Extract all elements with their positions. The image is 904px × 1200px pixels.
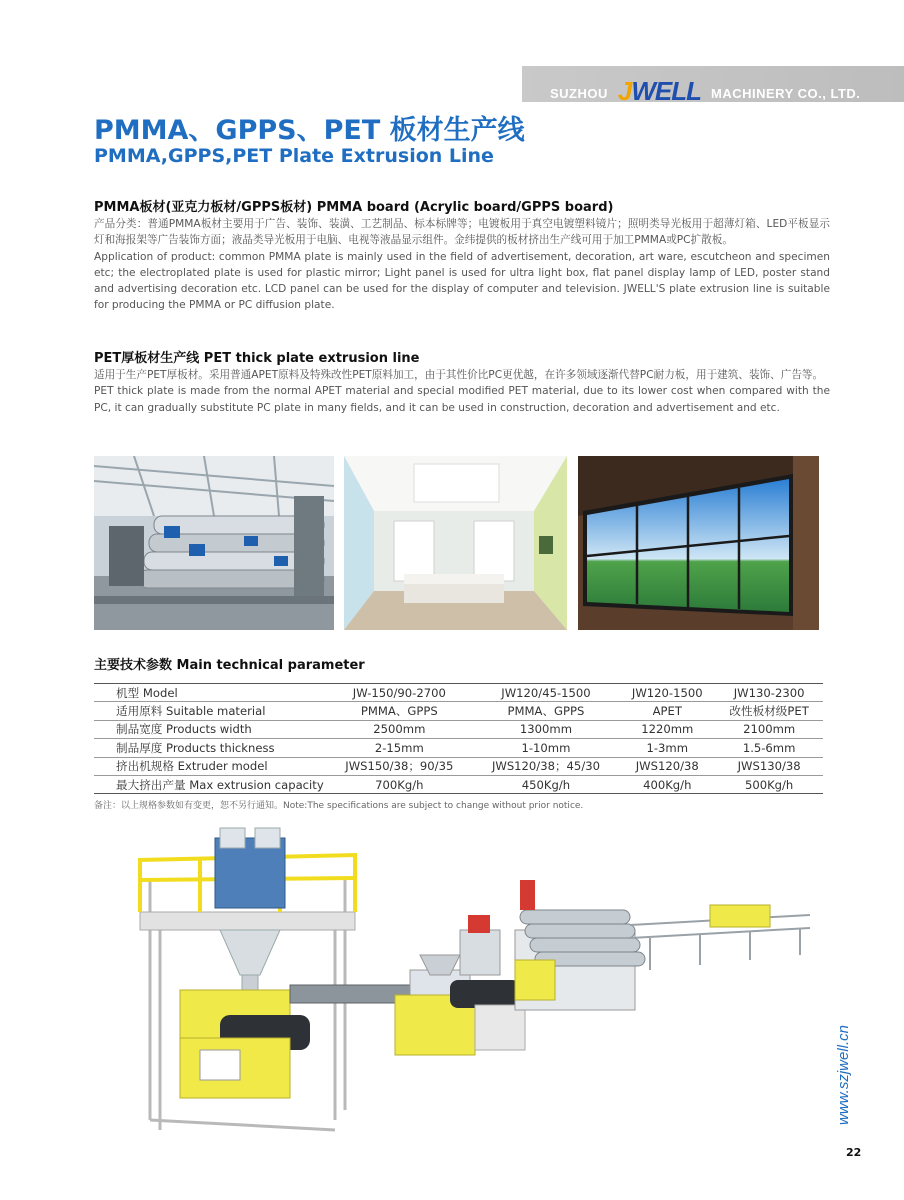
table-row xyxy=(94,720,823,738)
jwell-logo: JWELL xyxy=(617,76,702,106)
company-city: SUZHOU xyxy=(550,86,608,101)
param-value: APET xyxy=(619,702,715,720)
param-label: 适用原料 Suitable material xyxy=(94,702,326,720)
section-pet-heading: PET厚板材生产线 PET thick plate extrusion line xyxy=(94,351,420,366)
company-suffix: MACHINERY CO., LTD. xyxy=(711,86,861,101)
param-value: 400Kg/h xyxy=(619,775,715,793)
param-value: 1300mm xyxy=(473,720,620,738)
param-value: 2-15mm xyxy=(326,739,473,757)
params-title: 主要技术参数 Main technical parameter xyxy=(94,658,365,673)
page-title-en: PMMA,GPPS,PET Plate Extrusion Line xyxy=(94,145,494,167)
table-row xyxy=(94,702,823,720)
section-pmma-cn-text: 产品分类：普通PMMA板材主要用于广告、装饰、装潢、工艺制品、标本标牌等；电镀板用于真空电镀塑料镜片；照明类导光板用于超薄灯箱、LED平板显示灯和海报架等广告装饰方面；液晶类导光板用于电脑、电视等液晶显示组件。金纬提供的板材挤出生产线可用于加工PMMA或PC扩散板。 xyxy=(94,218,830,247)
param-value: JW-150/90-2700 xyxy=(326,684,473,702)
param-value: PMMA、GPPS xyxy=(473,702,620,720)
param-value: 700Kg/h xyxy=(326,775,473,793)
param-value: JWS150/38；90/35 xyxy=(326,757,473,775)
param-value: JWS120/38；45/30 xyxy=(473,757,620,775)
section-pmma-en-text: Application of product: common PMMA plate is mainly used in the field of advertisement, decoration, art ware, escutcheon and specimen etc; the electroplated plate is used for plastic mirror; Light panel is used for ultra light box, flat panel display lamp of LED, poster stand and advertising decoration etc. LCD panel can be used for the display of computer and television. JWELL'S plate extrusion line is suitable for producing the PMMA or PC diffusion plate. xyxy=(94,250,830,312)
param-value: 2500mm xyxy=(326,720,473,738)
table-row xyxy=(94,757,823,775)
params-table xyxy=(94,683,823,794)
table-row xyxy=(94,775,823,793)
table-row xyxy=(94,739,823,757)
param-value: 450Kg/h xyxy=(473,775,620,793)
photo-interior-ceiling-light xyxy=(344,456,567,630)
param-value: 1-10mm xyxy=(473,739,620,757)
section-pet-board xyxy=(94,347,830,416)
photo-lcd-video-wall xyxy=(578,456,819,630)
param-value: JW120-1500 xyxy=(619,684,715,702)
params-note: 备注：以上规格参数如有变更，恕不另行通知。Note:The specifications are subject to change without prior notice. xyxy=(94,801,584,811)
param-value: JW120/45-1500 xyxy=(473,684,620,702)
page-title-cn: PMMA、GPPS、PET 板材生产线 xyxy=(94,115,525,146)
extrusion-line-machine-image xyxy=(120,820,820,1150)
section-pmma-heading: PMMA板材(亚克力板材/GPPS板材) PMMA board (Acrylic board/GPPS board) xyxy=(94,200,614,215)
section-pmma-board xyxy=(94,196,830,314)
param-value: JWS130/38 xyxy=(715,757,823,775)
param-label: 最大挤出产量 Max extrusion capacity xyxy=(94,775,326,793)
param-value: 500Kg/h xyxy=(715,775,823,793)
param-value: PMMA、GPPS xyxy=(326,702,473,720)
section-pet-cn-text: 适用于生产PET厚板材。采用普通APET原料及特殊改性PET原料加工，由于其性价比PC更优越，在许多领域逐渐代替PC耐力板，用于建筑、装饰、广告等。 xyxy=(94,369,824,381)
param-value: 1-3mm xyxy=(619,739,715,757)
param-label: 机型 Model xyxy=(94,684,326,702)
param-label: 制品厚度 Products thickness xyxy=(94,739,326,757)
photo-production-line xyxy=(94,456,334,630)
param-value: 改性板材级PET xyxy=(715,702,823,720)
section-pet-en-text: PET thick plate is made from the normal APET material and special modified PET material, due to its lower cost when compared with the PC, it can gradually substitute PC plate in many fields, and it can be used in construction, decoration and advertisement and etc. xyxy=(94,385,830,414)
website-url[interactable]: www.szjwell.cn xyxy=(835,1024,852,1125)
param-value: 2100mm xyxy=(715,720,823,738)
param-value: 1.5-6mm xyxy=(715,739,823,757)
param-label: 制品宽度 Products width xyxy=(94,720,326,738)
table-row xyxy=(94,684,823,702)
param-value: 1220mm xyxy=(619,720,715,738)
company-banner xyxy=(550,78,860,109)
param-value: JW130-2300 xyxy=(715,684,823,702)
param-label: 挤出机规格 Extruder model xyxy=(94,757,326,775)
param-value: JWS120/38 xyxy=(619,757,715,775)
page-number: 22 xyxy=(846,1146,862,1159)
